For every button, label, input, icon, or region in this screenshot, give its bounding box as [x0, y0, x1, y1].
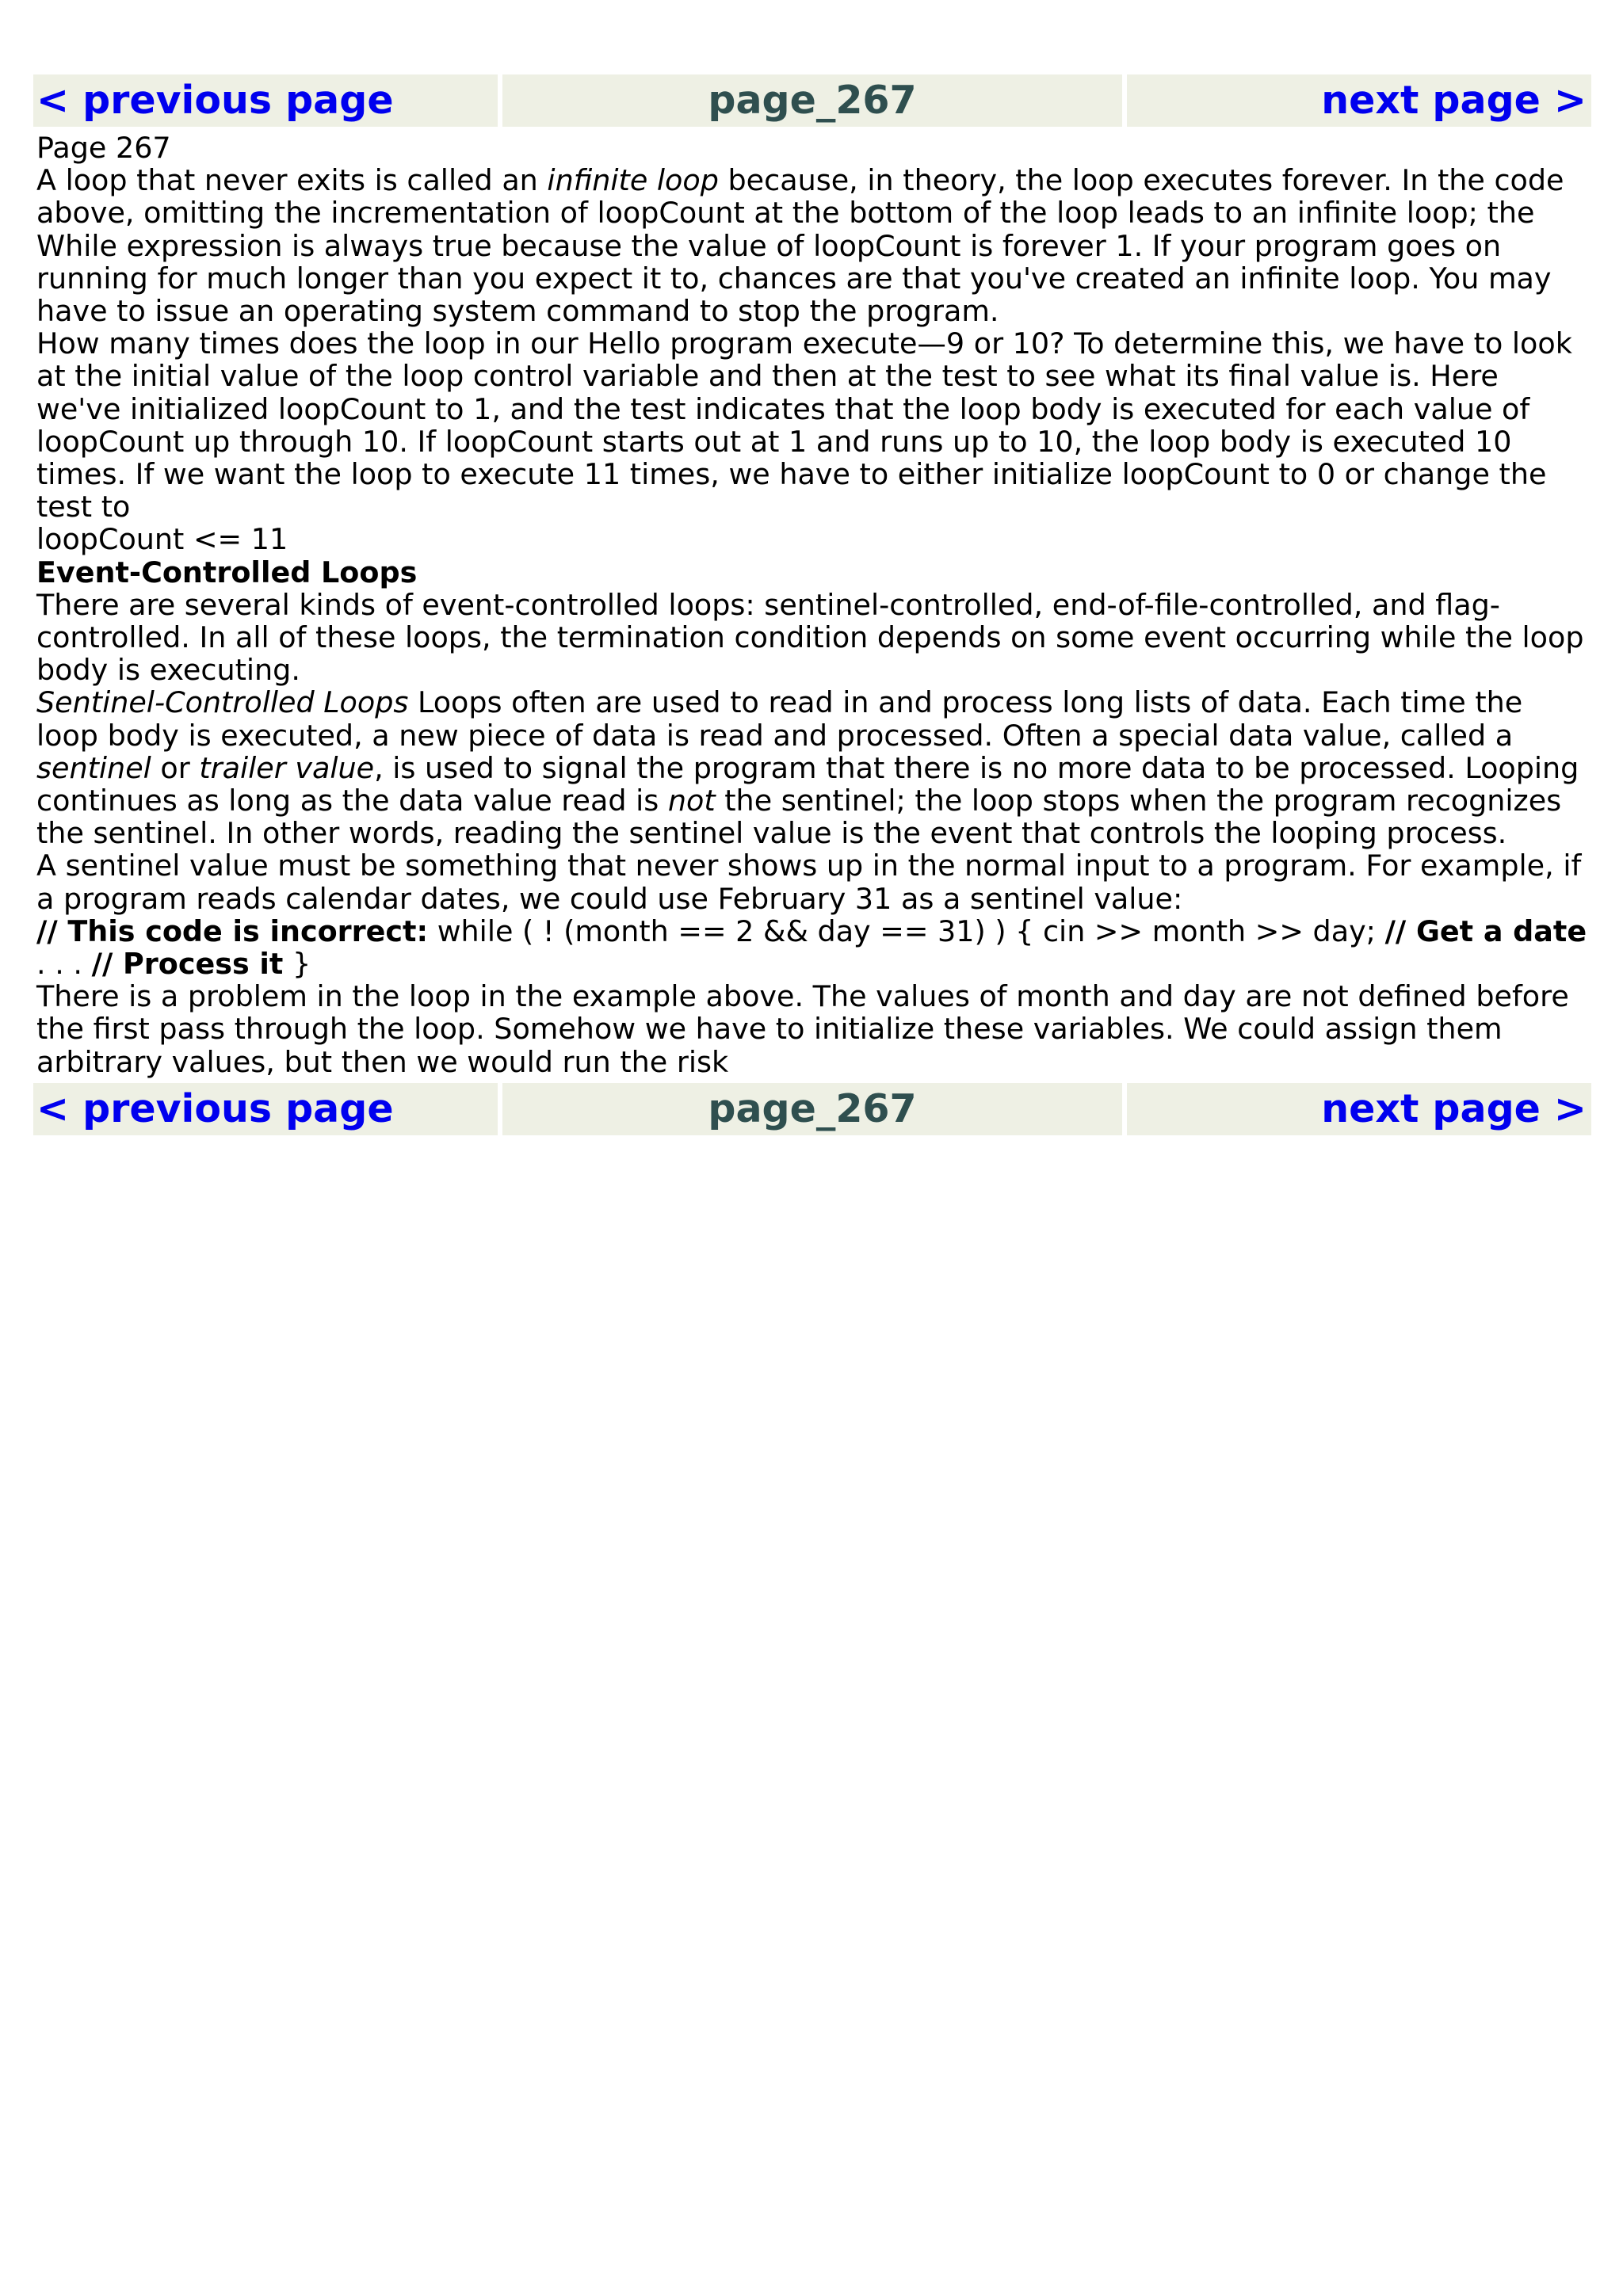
page-label: page_267: [502, 1083, 1122, 1135]
paragraph-problem: There is a problem in the loop in the example above. The values of month and day are not defined before the first pass through the loop. Somehow we have to initialize these variables. We could assign them arbitrary values, but then we would run the risk: [36, 979, 1569, 1079]
section-heading: Event-Controlled Loops: [36, 555, 418, 589]
previous-page-link[interactable]: < previous page: [33, 1083, 498, 1135]
document-page: [33, 74, 1591, 1135]
paragraph-sentinel-controlled: [36, 686, 1588, 849]
code-comment: // Get a date: [1384, 913, 1587, 948]
paragraph-infinite-loop: [36, 164, 1588, 327]
paragraph-sentinel-value: A sentinel value must be something that never shows up in the normal input to a program. For example, if a program reads calendar dates, we could use February 31 as a sentinel value:: [36, 849, 1582, 916]
code-loopcount-test: loopCount <= 11: [36, 522, 288, 557]
previous-page-link[interactable]: < previous page: [33, 74, 498, 127]
emphasis-sentinel-loops: Sentinel-Controlled Loops: [36, 685, 409, 720]
page-label: page_267: [502, 74, 1122, 127]
code-text: . . .: [36, 947, 92, 982]
paragraph-loop-count: How many times does the loop in our Hello program execute—9 or 10? To determine this, we have to look at the initial value of the loop control variable and then at the test to see what its final value is. Here we've initialized loopCount to 1, and the test indicates that the loop body is executed for each value of loopCount up through 10. If loopCount starts out at 1 and runs up to 10, the loop body is executed 10 times. If we want the loop to execute 11 times, we have to either initialize loopCount to 0 or change the test to: [36, 326, 1572, 524]
emphasis-not: not: [667, 784, 716, 818]
page-content: [33, 127, 1591, 1083]
code-comment: // Process it: [91, 947, 284, 982]
emphasis-trailer-value: trailer value: [199, 750, 375, 785]
code-text: while ( ! (month == 2 && day == 31) ) { cin >> month >> day;: [428, 913, 1385, 948]
text-run: or: [151, 750, 200, 785]
top-nav-bar: [33, 74, 1591, 127]
next-page-link[interactable]: next page >: [1127, 1083, 1591, 1135]
emphasis-sentinel: sentinel: [36, 750, 151, 785]
code-comment: // This code is incorrect:: [36, 913, 429, 948]
text-run: Loops often are used to read in and process long lists of data. Each time the loop body is executed, a new piece of data is read and processed. Often a special data value, called a: [36, 685, 1523, 753]
page-number: Page 267: [36, 131, 171, 165]
code-text: }: [283, 947, 311, 982]
next-page-link[interactable]: next page >: [1127, 74, 1591, 127]
text-run: because, in theory, the loop executes forever. In the code above, omitting the incrementation of loopCount at the bottom of the loop leads to an infinite loop; the While expression is always true because the value of loopCount is forever 1. If your program goes on running for much longer than you expect it to, chances are that you've created an infinite loop. You may have to issue an operating system command to stop the program.: [36, 163, 1564, 329]
paragraph-event-controlled: There are several kinds of event-controlled loops: sentinel-controlled, end-of-file-controlled, and flag-controlled. In all of these loops, the termination condition depends on some event occurring while the loop body is executing.: [36, 587, 1584, 688]
text-run: A loop that never exits is called an: [36, 163, 548, 198]
text-run: the sentinel; the loop stops when the program recognizes the sentinel. In other words, reading the sentinel value is the event that controls the looping process.: [36, 784, 1562, 851]
bottom-nav-bar: [33, 1083, 1591, 1135]
text-run: , is used to signal the program that there is no more data to be processed. Looping continues as long as the data value read is: [36, 750, 1579, 818]
emphasis-infinite-loop: infinite loop: [547, 163, 719, 198]
code-example: [36, 915, 1588, 980]
